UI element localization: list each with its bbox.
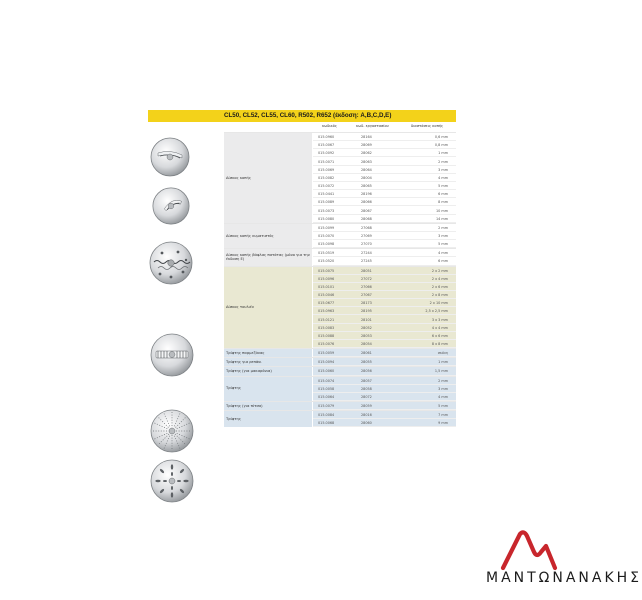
col-header-ref: κωδ. εργοστασίου bbox=[356, 124, 389, 128]
table-row bbox=[313, 232, 456, 240]
factory-code: 28173 bbox=[361, 301, 372, 306]
factory-code: 28051 bbox=[361, 268, 372, 273]
wavy-slicing-disc-icon bbox=[148, 240, 194, 286]
table-row bbox=[313, 198, 456, 206]
table-row bbox=[313, 141, 456, 149]
factory-code: 28004 bbox=[361, 175, 372, 180]
factory-code: 28056 bbox=[361, 369, 372, 374]
factory-code: 28057 bbox=[361, 378, 372, 383]
product-code: 015.0069 bbox=[318, 167, 335, 172]
product-group bbox=[224, 376, 456, 401]
table-row bbox=[313, 257, 456, 265]
factory-code: 28059 bbox=[361, 404, 372, 409]
product-code: 015.0046 bbox=[318, 293, 335, 298]
table-row bbox=[313, 291, 456, 299]
product-code: 015.0060 bbox=[318, 369, 335, 374]
product-code: 015.0088 bbox=[318, 333, 335, 338]
product-group bbox=[224, 401, 456, 410]
category-label: Δίσκος τουλιέν bbox=[224, 267, 313, 349]
product-sheet bbox=[148, 110, 456, 426]
product-code: 015.0092 bbox=[318, 151, 335, 156]
cut-size: 3 x 3 mm bbox=[431, 317, 448, 322]
group-rows bbox=[313, 411, 456, 427]
slicing-disc-icon bbox=[149, 136, 191, 178]
cut-size: 2 x 4 mm bbox=[431, 276, 448, 281]
cut-size: 9 mm bbox=[438, 421, 448, 426]
table-row bbox=[313, 267, 456, 275]
cut-size: 2 mm bbox=[438, 378, 448, 383]
product-group bbox=[224, 132, 456, 223]
product-code: 015.0067 bbox=[318, 143, 335, 148]
table-row bbox=[313, 349, 456, 357]
col-header-code: κωδικός bbox=[322, 124, 337, 128]
cut-size: 1 mm bbox=[438, 151, 448, 156]
factory-code: 27067 bbox=[361, 293, 372, 298]
factory-code: 28196 bbox=[361, 192, 372, 197]
factory-code: 27066 bbox=[361, 284, 372, 289]
product-code: 015.0068 bbox=[318, 421, 335, 426]
group-rows bbox=[313, 367, 456, 375]
cut-size: 1 mm bbox=[438, 360, 448, 365]
table-row bbox=[313, 377, 456, 385]
table-row bbox=[313, 149, 456, 157]
product-code: 015.0082 bbox=[318, 175, 335, 180]
factory-code: 28052 bbox=[361, 325, 372, 330]
product-code: 015.0080 bbox=[318, 216, 335, 221]
table-row bbox=[313, 332, 456, 340]
product-code: 015.0098 bbox=[318, 242, 335, 247]
group-rows bbox=[313, 249, 456, 265]
table-row bbox=[313, 393, 456, 401]
group-rows bbox=[313, 133, 456, 223]
product-group bbox=[224, 223, 456, 248]
table-row bbox=[313, 190, 456, 198]
factory-code: 27070 bbox=[361, 242, 372, 247]
cut-size: 8 x 8 mm bbox=[431, 342, 448, 346]
cut-size: 5 mm bbox=[438, 184, 448, 189]
factory-code: 28067 bbox=[361, 208, 372, 213]
product-code: 015.0074 bbox=[318, 378, 335, 383]
product-code: 015.0520 bbox=[318, 259, 335, 264]
product-code: 015.0089 bbox=[318, 200, 335, 205]
category-label: Τρίφτης bbox=[224, 411, 313, 427]
factory-code: 27244 bbox=[361, 251, 372, 256]
table-row bbox=[313, 224, 456, 232]
product-code: 015.0064 bbox=[318, 394, 335, 399]
factory-code: 28101 bbox=[361, 317, 372, 322]
factory-code: 28064 bbox=[361, 167, 372, 172]
table-row bbox=[313, 340, 456, 348]
product-group bbox=[224, 410, 456, 427]
product-code: 015.0079 bbox=[318, 404, 335, 409]
brand-name: ΜΑΝΤΩΝΑΝΑΚΗΣ bbox=[486, 570, 642, 586]
product-code: 015.0094 bbox=[318, 360, 335, 365]
product-code: 015.0960 bbox=[318, 135, 335, 140]
product-code: 015.0076 bbox=[318, 342, 335, 346]
cut-size: 2,5 x 2,5 mm bbox=[425, 309, 448, 314]
category-label: Τρίφτης bbox=[224, 377, 313, 401]
factory-code: 28069 bbox=[361, 143, 372, 148]
product-code: 015.0075 bbox=[318, 268, 335, 273]
cut-size: 2 x 2 mm bbox=[431, 268, 448, 273]
factory-code: 28053 bbox=[361, 333, 372, 338]
factory-code: 28016 bbox=[361, 413, 372, 418]
cut-size: 1,5 mm bbox=[434, 369, 448, 374]
cut-size: 4 mm bbox=[438, 175, 448, 180]
product-code: 015.0071 bbox=[318, 159, 335, 164]
product-code: 015.0101 bbox=[318, 284, 335, 289]
product-group bbox=[224, 248, 456, 265]
product-group bbox=[224, 348, 456, 357]
product-code: 015.0070 bbox=[318, 233, 335, 238]
factory-code: 28065 bbox=[361, 184, 372, 189]
product-code: 015.0441 bbox=[318, 192, 335, 197]
factory-code: 28058 bbox=[361, 386, 372, 391]
cut-size: 6 mm bbox=[438, 192, 448, 197]
table-row bbox=[313, 315, 456, 323]
table-row bbox=[313, 283, 456, 291]
group-rows bbox=[313, 358, 456, 366]
factory-code: 27069 bbox=[361, 233, 372, 238]
column-headers bbox=[148, 122, 456, 132]
cut-size: 0,8 mm bbox=[434, 143, 448, 148]
table-row bbox=[313, 419, 456, 427]
cut-size: 2 x 6 mm bbox=[431, 284, 448, 289]
category-label: Δίσκος κοπής bbox=[224, 133, 313, 223]
product-group bbox=[224, 266, 456, 349]
product-code: 015.0677 bbox=[318, 301, 335, 306]
table-row bbox=[313, 402, 456, 410]
col-header-size: διαστάσεις κοπής bbox=[411, 124, 444, 128]
product-code: 015.0963 bbox=[318, 309, 335, 314]
table-row bbox=[313, 307, 456, 315]
mountain-logo-icon bbox=[500, 528, 558, 570]
product-table bbox=[224, 132, 456, 427]
factory-code: 28055 bbox=[361, 360, 372, 365]
product-code: 015.0096 bbox=[318, 276, 335, 281]
table-row bbox=[313, 206, 456, 214]
table-row bbox=[313, 182, 456, 190]
category-label: Τρίφτης για ρεπάνι bbox=[224, 358, 313, 366]
factory-code: 28054 bbox=[361, 342, 372, 346]
category-label: Δίσκος κοπής βάφλας πατάτας (μόνο για την έκδοση E) bbox=[224, 249, 313, 265]
product-code: 015.0072 bbox=[318, 184, 335, 189]
table-row bbox=[313, 133, 456, 141]
table-row bbox=[313, 385, 456, 393]
brand-logo bbox=[486, 528, 642, 592]
factory-code: 27068 bbox=[361, 225, 372, 230]
cut-size: 6 x 6 mm bbox=[431, 333, 448, 338]
category-label: Δίσκος κοπής κυματιστός bbox=[224, 224, 313, 248]
cut-size: 2 mm bbox=[438, 159, 448, 164]
title-bar bbox=[148, 110, 456, 122]
cut-size: 7 mm bbox=[438, 413, 448, 418]
factory-code: 28063 bbox=[361, 159, 372, 164]
cut-size: 0,6 mm bbox=[434, 135, 448, 140]
slicing-disc-icon bbox=[151, 186, 191, 226]
table-row bbox=[313, 358, 456, 366]
product-group bbox=[224, 366, 456, 375]
product-code: 015.0059 bbox=[318, 351, 335, 356]
product-code: 015.0083 bbox=[318, 325, 335, 330]
product-code: 015.0058 bbox=[318, 386, 335, 391]
product-code: 015.0073 bbox=[318, 208, 335, 213]
cut-size: 4 mm bbox=[438, 251, 448, 256]
table-row bbox=[313, 275, 456, 283]
table-row bbox=[313, 157, 456, 165]
cut-size: 4 mm bbox=[438, 394, 448, 399]
category-label: Τρίφτης παρμεζάνας bbox=[224, 349, 313, 357]
product-code: 015.0084 bbox=[318, 413, 335, 418]
grating-disc-coarse-icon bbox=[149, 458, 195, 504]
factory-code: 28195 bbox=[361, 309, 372, 314]
table-row bbox=[313, 240, 456, 248]
table-row bbox=[313, 249, 456, 257]
julienne-disc-icon bbox=[149, 332, 195, 378]
cut-size: 3 mm bbox=[438, 167, 448, 172]
table-row bbox=[313, 411, 456, 419]
cut-size: 6 mm bbox=[438, 259, 448, 264]
factory-code: 28062 bbox=[361, 151, 372, 156]
table-row bbox=[313, 324, 456, 332]
cut-size: 14 mm bbox=[436, 216, 448, 221]
sheet-title: CL50, CL52, CL55, CL60, R502, R652 (έκδοση: A,B,C,D,E) bbox=[224, 112, 392, 119]
product-code: 015.0519 bbox=[318, 251, 335, 256]
cut-size: 5 mm bbox=[438, 242, 448, 247]
factory-code: 28164 bbox=[361, 135, 372, 140]
category-label: Τρίφτης (για πίτσα) bbox=[224, 402, 313, 410]
cut-size: 3 mm bbox=[438, 386, 448, 391]
table-row bbox=[313, 215, 456, 223]
category-label: Τρίφτης (για μακαρόνια) bbox=[224, 367, 313, 375]
factory-code: 28061 bbox=[361, 351, 372, 356]
cut-size: 3 mm bbox=[438, 233, 448, 238]
factory-code: 28068 bbox=[361, 216, 372, 221]
cut-size: 2 mm bbox=[438, 225, 448, 230]
table-row bbox=[313, 166, 456, 174]
table-row bbox=[313, 174, 456, 182]
cut-size: 2 x 8 mm bbox=[431, 293, 448, 298]
product-code: 015.0121 bbox=[318, 317, 335, 322]
factory-code: 28072 bbox=[361, 394, 372, 399]
table-row bbox=[313, 299, 456, 307]
product-group bbox=[224, 357, 456, 366]
product-code: 015.0099 bbox=[318, 225, 335, 230]
cut-size: σκόνη bbox=[437, 351, 448, 356]
group-rows bbox=[313, 349, 456, 357]
cut-size: 4 x 4 mm bbox=[431, 325, 448, 330]
factory-code: 27245 bbox=[361, 259, 372, 264]
group-rows bbox=[313, 402, 456, 410]
factory-code: 28066 bbox=[361, 200, 372, 205]
cut-size: 5 mm bbox=[438, 404, 448, 409]
group-rows bbox=[313, 377, 456, 401]
group-rows bbox=[313, 224, 456, 248]
grating-disc-icon bbox=[149, 408, 195, 454]
cut-size: 10 mm bbox=[436, 208, 448, 213]
factory-code: 27072 bbox=[361, 276, 372, 281]
group-rows bbox=[313, 267, 456, 349]
factory-code: 28060 bbox=[361, 421, 372, 426]
table-row bbox=[313, 367, 456, 375]
cut-size: 2 x 10 mm bbox=[429, 301, 448, 306]
cut-size: 8 mm bbox=[438, 200, 448, 205]
